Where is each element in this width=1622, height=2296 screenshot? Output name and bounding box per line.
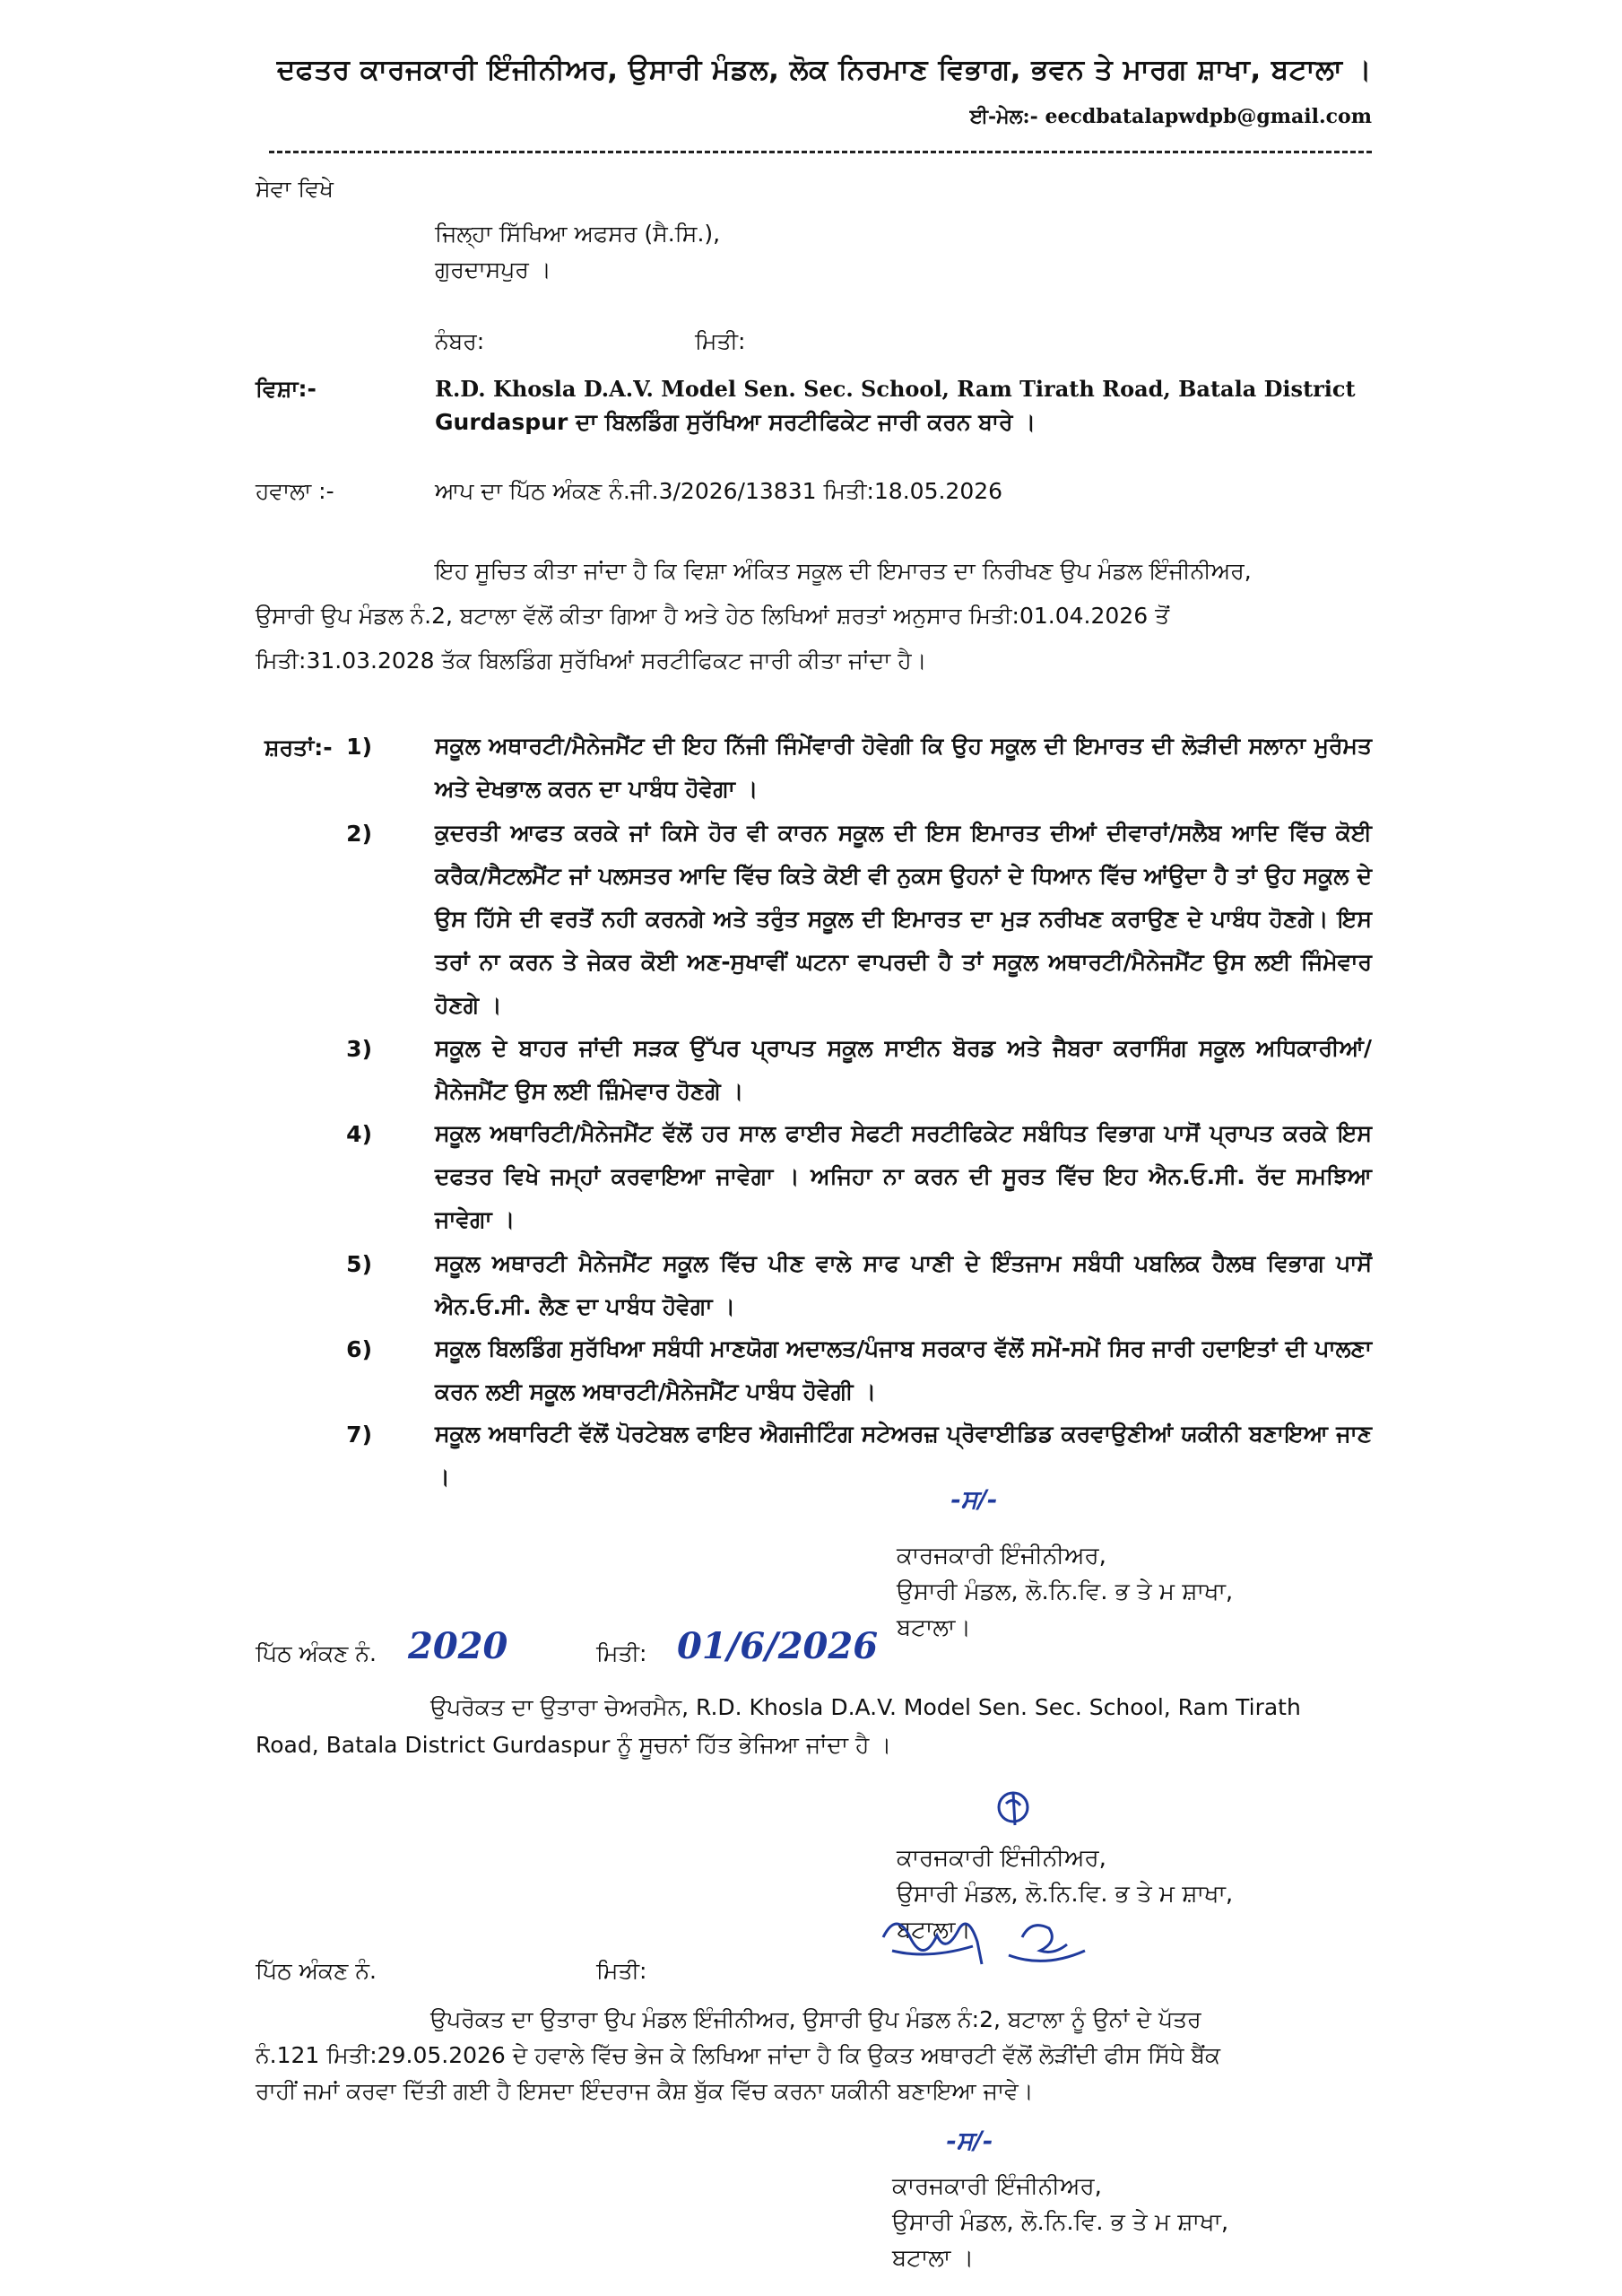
endorsement-line-1: ਉਪਰੋਕਤ ਦਾ ਉਤਾਰਾ ਉਪ ਮੰਡਲ ਇੰਜੀਨੀਅਰ, ਉਸਾਰੀ ਉਪ ਮੰਡਲ ਨੰ:2, ਬਟਾਲਾ ਨੂੰ ਉਨਾਂ ਦੇ ਪੱਤਰ <box>430 2006 1201 2032</box>
endorsement-line-2: ਨੰ.121 ਮਿਤੀ:29.05.2026 ਦੇ ਹਵਾਲੇ ਵਿੱਚ ਭੇਜ ਕੇ ਲਿਖਿਆ ਜਾਂਦਾ ਹੈ ਕਿ ਉਕਤ ਅਥਾਰਟੀ ਵੱਲੋਂ ਲੋੜੀਂਦੀ ਫੀਸ ਸਿੱਧੇ ਬੈਂਕ <box>256 2042 1221 2068</box>
condition-text: ਸਕੂਲ ਅਥਾਰਟੀ ਮੈਨੇਜਮੈਂਟ ਸਕੂਲ ਵਿੱਚ ਪੀਣ ਵਾਲੇ ਸਾਫ ਪਾਣੀ ਦੇ ਇੰਤਜਾਮ ਸਬੰਧੀ ਪਬਲਿਕ ਹੈਲਥ ਵਿਭਾਗ ਪਾਸੋਂ ਐਨ.ਓ.ਸੀ. ਲੈਣ ਦਾ ਪਾਬੰਧ ਹੋਵੇਗਾ । <box>435 1250 1372 1319</box>
condition-number: 4) <box>346 1121 372 1147</box>
condition-number: 3) <box>346 1036 372 1062</box>
condition-text: ਸਕੂਲ ਦੇ ਬਾਹਰ ਜਾਂਦੀ ਸੜਕ ਉੱਪਰ ਪ੍ਰਾਪਤ ਸਕੂਲ ਸਾਈਨ ਬੋਰਡ ਅਤੇ ਜੈਬਰਾ ਕਰਾਸਿੰਗ ਸਕੂਲ ਅਧਿਕਾਰੀਆਂ/ਮੈਨੇਜਮੈਂਟ ਉਸ ਲਈ ਜ਼ਿੰਮੇਵਾਰ ਹੋਣਗੇ । <box>435 1035 1372 1104</box>
condition-text: ਸਕੂਲ ਅਥਾਰਿਟੀ/ਮੈਨੇਜਮੈਂਟ ਵੱਲੋਂ ਹਰ ਸਾਲ ਫਾਈਰ ਸੇਫਟੀ ਸਰਟੀਫਿਕੇਟ ਸਬੰਧਿਤ ਵਿਭਾਗ ਪਾਸੋਂ ਪ੍ਰਾਪਤ ਕਰਕੇ ਇਸ ਦਫਤਰ ਵਿਖੇ ਜਮ੍ਹਾਂ ਕਰਵਾਇਆ ਜਾਵੇਗਾ । ਅਜਿਹਾ ਨਾ ਕਰਨ ਦੀ ਸੂਰਤ ਵਿੱਚ ਇਹ ਐਨ.ਓ.ਸੀ. ਰੱਦ ਸਮਝਿਆ ਜਾਵੇਗਾ । <box>435 1120 1372 1232</box>
signature-designation: ਕਾਰਜਕਾਰੀ ਇੰਜੀਨੀਅਰ, <box>892 2173 1102 2200</box>
subject-line-1: R.D. Khosla D.A.V. Model Sen. Sec. School, Ram Tirath Road, Batala District <box>435 376 1356 402</box>
addressee-line-2: ਗੁਰਦਾਸਪੁਰ । <box>435 257 551 283</box>
body-line-3: ਮਿਤੀ:31.03.2028 ਤੱਕ ਬਿਲਡਿੰਗ ਸੁਰੱਖਿਆਂ ਸਰਟੀਫਿਕਟ ਜਾਰੀ ਕੀਤਾ ਜਾਂਦਾ ਹੈ। <box>256 648 927 674</box>
condition-number: 6) <box>346 1336 372 1362</box>
condition-text: ਕੁਦਰਤੀ ਆਫਤ ਕਰਕੇ ਜਾਂ ਕਿਸੇ ਹੋਰ ਵੀ ਕਾਰਨ ਸਕੂਲ ਦੀ ਇਸ ਇਮਾਰਤ ਦੀਆਂ ਦੀਵਾਰਾਂ/ਸਲੈਬ ਆਦਿ ਵਿੱਚ ਕੋਈ ਕਰੈਕ/ਸੈਟਲਮੈਂਟ ਜਾਂ ਪਲਸਤਰ ਆਦਿ ਵਿੱਚ ਕਿਤੇ ਕੋਈ ਵੀ ਨੁਕਸ ਉਹਨਾਂ ਦੇ ਧਿਆਨ ਵਿੱਚ ਆਂਉਦਾ ਹੈ ਤਾਂ ਉਹ ਸਕੂਲ ਦੇ ਉਸ ਹਿੱਸੇ ਦੀ ਵਰਤੋਂ ਨਹੀ ਕਰਨਗੇ ਅਤੇ ਤਰੁੰਤ ਸਕੂਲ ਦੀ ਇਮਾਰਤ ਦਾ ਮੁੜ ਨਰੀਖਣ ਕਰਾਉਣ ਦੇ ਪਾਬੰਧ ਹੋਣਗੇ। ਇਸ ਤਰਾਂ ਨਾ ਕਰਨ ਤੇ ਜੇਕਰ ਕੋਈ ਅਣ-ਸੁਖਾਵੀਂ ਘਟਨਾ ਵਾਪਰਦੀ ਹੈ ਤਾਂ ਸਕੂਲ ਅਥਾਰਟੀ/ਮੈਨੇਜਮੈਂਟ ਉਸ ਲਈ ਜਿੰਮੇਵਾਰ ਹੋਣਗੇ । <box>435 820 1372 1018</box>
endorsement-number-label: ਪਿੱਠ ਅੰਕਣ ਨੰ. <box>256 1640 377 1666</box>
condition-text: ਸਕੂਲ ਅਥਾਰਿਟੀ ਵੱਲੋਂ ਪੋਰਟੇਬਲ ਫਾਇਰ ਐਗਜੀਟਿੰਗ ਸਟੇਅਰਜ਼ ਪ੍ਰੋਵਾਈਡਿਡ ਕਰਵਾਉਣੀਆਂ ਯਕੀਨੀ ਬਣਾਇਆ ਜਾਣ । <box>435 1421 1372 1490</box>
endorsement-date-label: ਮਿਤੀ: <box>596 1958 647 1984</box>
signature-place: ਬਟਾਲਾ। <box>897 1614 971 1641</box>
reference-label: ਹਵਾਲਾ :- <box>256 478 334 504</box>
handwritten-endorsement-number: 2020 <box>408 1625 508 1667</box>
letter-date-label: ਮਿਤੀ: <box>695 328 746 354</box>
signature-office: ਉਸਾਰੀ ਮੰਡਲ, ਲੋ.ਨਿ.ਵਿ. ਭ ਤੇ ਮ ਸ਼ਾਖਾ, <box>897 1881 1234 1908</box>
reference-text: ਆਪ ਦਾ ਪਿੱਠ ਅੰਕਣ ਨੰ.ਜੀ.3/2026/13831 ਮਿਤੀ:18.05.2026 <box>435 478 1003 504</box>
subject-line-2: Gurdaspur ਦਾ ਬਿਲਡਿੰਗ ਸੁਰੱਖਿਆ ਸਰਟੀਫਿਕੇਟ ਜਾਰੀ ਕਰਨ ਬਾਰੇ । <box>435 409 1037 435</box>
signature-place: ਬਟਾਲਾ। <box>897 1917 971 1944</box>
salutation: ਸੇਵਾ ਵਿਖੇ <box>256 176 334 202</box>
subject-label: ਵਿਸ਼ਾ:- <box>256 376 317 402</box>
body-line-1: ਇਹ ਸੂਚਿਤ ਕੀਤਾ ਜਾਂਦਾ ਹੈ ਕਿ ਵਿਸ਼ਾ ਅੰਕਿਤ ਸਕੂਲ ਦੀ ਇਮਾਰਤ ਦਾ ਨਿਰੀਖਣ ਉਪ ਮੰਡਲ ਇੰਜੀਨੀਅਰ, <box>435 558 1252 584</box>
addressee-line-1: ਜਿਲ੍ਹਾ ਸਿੱਖਿਆ ਅਫਸਰ (ਸੈ.ਸਿ.), <box>435 221 721 247</box>
signature-designation: ਕਾਰਜਕਾਰੀ ਇੰਜੀਨੀਅਰ, <box>897 1845 1106 1872</box>
body-line-2: ਉਸਾਰੀ ਉਪ ਮੰਡਲ ਨੰ.2, ਬਟਾਲਾ ਵੱਲੋਂ ਕੀਤਾ ਗਿਆ ਹੈ ਅਤੇ ਹੇਠ ਲਿਖਿਆਂ ਸ਼ਰਤਾਂ ਅਨੁਸਾਰ ਮਿਤੀ:01.04.2026 ਤੋਂ <box>256 603 1170 629</box>
signature-designation: ਕਾਰਜਕਾਰੀ ਇੰਜੀਨੀਅਰ, <box>897 1543 1106 1570</box>
condition-number: 1) <box>346 734 372 760</box>
signature-mark: -ਸ/- <box>946 2126 993 2155</box>
signature-place: ਬਟਾਲਾ । <box>892 2245 975 2272</box>
endorsement-date-label: ਮਿਤੀ: <box>596 1640 647 1666</box>
office-email: ਈ-ਮੇਲ:- eecdbatalapwdpb@gmail.com <box>969 105 1372 128</box>
signature-office: ਉਸਾਰੀ ਮੰਡਲ, ਲੋ.ਨਿ.ਵਿ. ਭ ਤੇ ਮ ਸ਼ਾਖਾ, <box>892 2209 1229 2236</box>
signature-office: ਉਸਾਰੀ ਮੰਡਲ, ਲੋ.ਨਿ.ਵਿ. ਭ ਤੇ ਮ ਸ਼ਾਖਾ, <box>897 1578 1234 1605</box>
condition-number: 7) <box>346 1422 372 1448</box>
header-divider <box>269 151 1372 153</box>
conditions-label: ਸ਼ਰਤਾਂ:- <box>265 735 333 761</box>
condition-number: 2) <box>346 821 372 847</box>
condition-text: ਸਕੂਲ ਅਥਾਰਟੀ/ਮੈਨੇਜਮੈਂਟ ਦੀ ਇਹ ਨਿੱਜੀ ਜਿੰਮੇਂਵਾਰੀ ਹੋਵੇਗੀ ਕਿ ਉਹ ਸਕੂਲ ਦੀ ਇਮਾਰਤ ਦੀ ਲੋੜੀਦੀ ਸਲਾਨਾ ਮੁਰੰਮਤ ਅਤੇ ਦੇਖਭਾਲ ਕਰਨ ਦਾ ਪਾਬੰਧ ਹੋਵੇਗਾ । <box>435 733 1372 802</box>
endorsement-line-1: ਉਪਰੋਕਤ ਦਾ ਉਤਾਰਾ ਚੇਅਰਮੈਨ, R.D. Khosla D.A.V. Model Sen. Sec. School, Ram Tirath <box>430 1694 1301 1720</box>
condition-text: ਸਕੂਲ ਬਿਲਡਿੰਗ ਸੁਰੱਖਿਆ ਸਬੰਧੀ ਮਾਣਯੋਗ ਅਦਾਲਤ/ਪੰਜਾਬ ਸਰਕਾਰ ਵੱਲੋਂ ਸਮੇਂ-ਸਮੇਂ ਸਿਰ ਜਾਰੀ ਹਦਾਇਤਾਂ ਦੀ ਪਾਲਣਾ ਕਰਨ ਲਈ ਸਕੂਲ ਅਥਾਰਟੀ/ਮੈਨੇਜਮੈਂਟ ਪਾਬੰਧ ਹੋਵੇਗੀ । <box>435 1335 1372 1405</box>
condition-number: 5) <box>346 1251 372 1277</box>
endorsement-number-label: ਪਿੱਠ ਅੰਕਣ ਨੰ. <box>256 1958 377 1984</box>
letter-number-label: ਨੰਬਰ: <box>435 328 485 354</box>
endorsement-line-3: ਰਾਹੀਂ ਜਮਾਂ ਕਰਵਾ ਦਿੱਤੀ ਗਈ ਹੈ ਇਸਦਾ ਇੰਦਰਾਜ ਕੈਸ਼ ਬੁੱਕ ਵਿੱਚ ਕਰਨਾ ਯਕੀਨੀ ਬਣਾਇਆ ਜਾਵੇ। <box>256 2078 1034 2104</box>
handwritten-initial-mark <box>986 1780 1040 1843</box>
endorsement-line-2: Road, Batala District Gurdaspur ਨੂੰ ਸੂਚਨਾਂ ਹਿੱਤ ਭੇਜਿਆ ਜਾਂਦਾ ਹੈ । <box>256 1732 892 1758</box>
handwritten-signature <box>874 1901 1107 1982</box>
office-title: ਦਫਤਰ ਕਾਰਜਕਾਰੀ ਇੰਜੀਨੀਅਰ, ਉਸਾਰੀ ਮੰਡਲ, ਲੋਕ ਨਿਰਮਾਣ ਵਿਭਾਗ, ਭਵਨ ਤੇ ਮਾਰਗ ਸ਼ਾਖਾ, ਬਟਾਲਾ । <box>276 54 1372 86</box>
signature-mark: -ਸ/- <box>950 1484 998 1514</box>
handwritten-endorsement-date: 01/6/2026 <box>677 1625 879 1667</box>
